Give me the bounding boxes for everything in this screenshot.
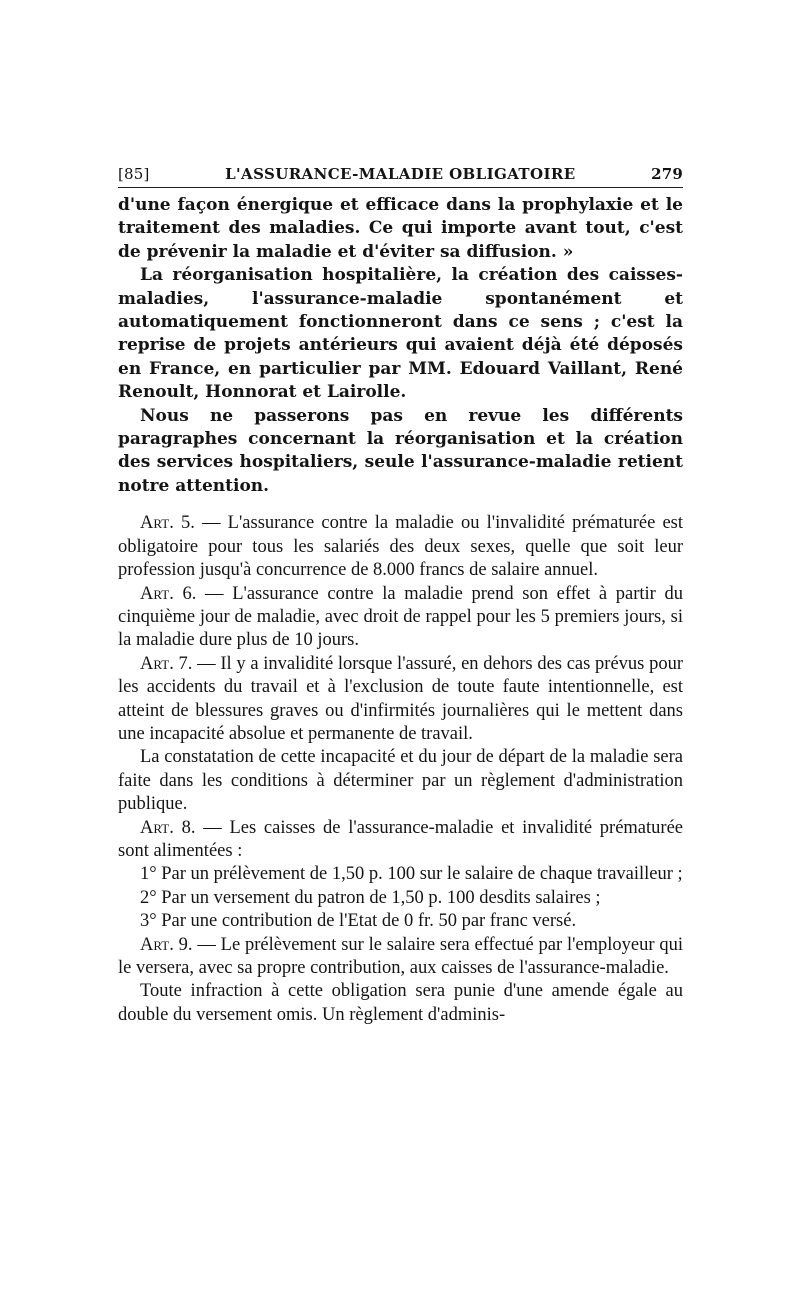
- article-7-text: — Il y a invalidité lorsque l'assuré, en dehors des cas prévus pour les accidents du travail et à l'exclusion de toute faute intentionnelle, est atteint de blessures graves ou d'infirmités journalières qui le mettent dans une incapacité absolue et permanente de travail.: [118, 653, 683, 744]
- article-9-label: Art. 9.: [140, 934, 193, 955]
- article-7-label: Art. 7.: [140, 653, 193, 674]
- article-7: [118, 653, 683, 747]
- article-8-item-1: 1° Par un prélèvement de 1,50 p. 100 sur le salaire de chaque travailleur ;: [140, 864, 683, 885]
- article-5-text: — L'assurance contre la maladie ou l'invalidité prématurée est obligatoire pour tous les salariés des deux sexes, quelle que soit leur profession jusqu'à concurrence de 8.000 francs de salaire annuel.: [118, 513, 683, 581]
- running-header: [118, 162, 683, 188]
- article-6-label: Art. 6.: [140, 583, 197, 604]
- article-8-item-2: 2° Par un versement du patron de 1,50 p. 100 desdits salaires ;: [140, 887, 601, 908]
- article-9-text: — Le prélèvement sur le salaire sera effectué par l'employeur qui le versera, avec sa propre contribution, aux caisses de l'assurance-maladie.: [118, 934, 683, 978]
- article-8-item-3: 3° Par une contribution de l'Etat de 0 fr. 50 par franc versé.: [140, 911, 577, 932]
- article-6: [118, 583, 683, 653]
- document-page: [118, 162, 683, 1027]
- article-9: [118, 934, 683, 981]
- article-5: [118, 512, 683, 582]
- article-7-paragraph-2: La constatation de cette incapacité et du jour de départ de la maladie sera faite dans les conditions à déterminer par un règlement d'administration publique.: [118, 747, 683, 815]
- intro-paragraph-2: La réorganisation hospitalière, la création des caisses-maladies, l'assurance-maladie spontanément et automatiquement fonctionneront dans ce sens ; c'est la reprise de projets antérieurs qui avaient déjà été déposés en France, en particulier par MM. Edouard Vaillant, René Renoult, Honnorat et Lairolle.: [118, 265, 683, 403]
- page-number: 279: [651, 165, 683, 183]
- article-8: [118, 817, 683, 864]
- article-6-text: — L'assurance contre la maladie prend son effet à partir du cinquième jour de maladie, avec droit de rappel pour les 5 premiers jours, si la maladie dure plus de 10 jours.: [118, 583, 683, 651]
- articles-section: [118, 512, 683, 1027]
- article-9-paragraph-2: Toute infraction à cette obligation sera punie d'une amende égale au double du versement omis. Un règlement d'adminis-: [118, 981, 683, 1025]
- intro-section: [118, 194, 683, 498]
- article-8-text: — Les caisses de l'assurance-maladie et invalidité prématurée sont alimentées :: [118, 817, 683, 861]
- intro-paragraph-1: d'une façon énergique et efficace dans la prophylaxie et le traitement des maladies. Ce qui importe avant tout, c'est de prévenir la maladie et d'éviter sa diffusion. »: [118, 195, 683, 262]
- intro-paragraph-3: Nous ne passerons pas en revue les différents paragraphes concernant la réorganisation et la création des services hospitaliers, seule l'assurance-maladie retient notre attention.: [118, 405, 683, 496]
- article-5-label: Art. 5.: [140, 513, 195, 534]
- running-title: L'ASSURANCE-MALADIE OBLIGATOIRE: [225, 165, 576, 183]
- article-8-label: Art. 8.: [140, 817, 196, 838]
- page-reference: [85]: [118, 165, 150, 183]
